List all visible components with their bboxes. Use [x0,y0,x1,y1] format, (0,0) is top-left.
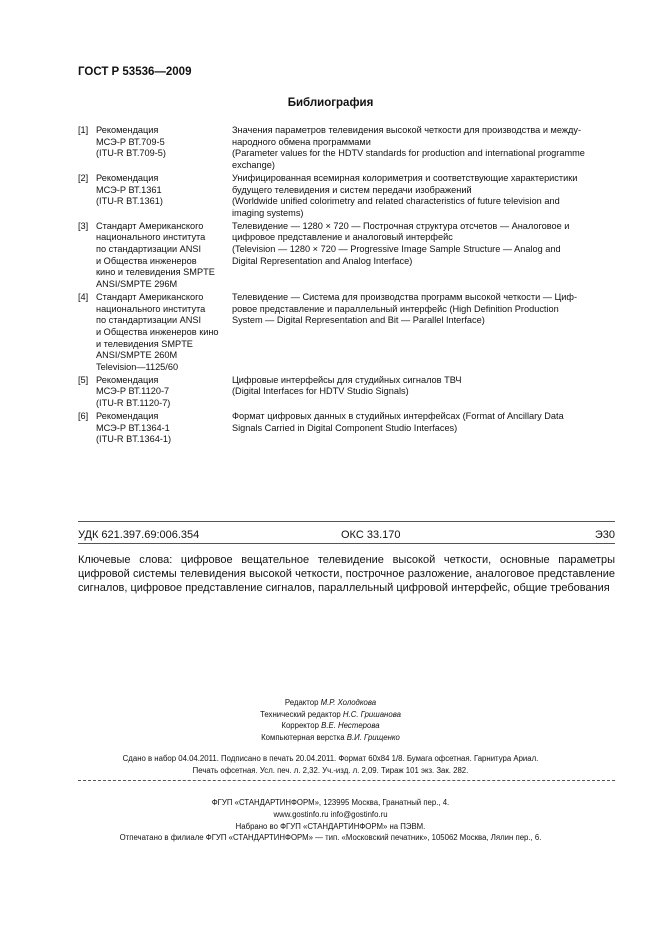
group-code: Э30 [594,529,615,541]
credits-block [0,697,661,743]
entry-description-line: Унифицированная всемирная колориметрия и соответствующие характеристики [232,172,578,183]
entry-number: [5] [78,374,89,385]
entry-source-line: ANSI/SMPTE 260M [96,350,178,361]
credit-role: Корректор [281,721,319,730]
entry-description-line: exchange) [232,160,275,171]
credit-name: Н.С. Гришанова [342,709,401,719]
entry-description-line: Формат цифровых данных в студийных интерфейсах (Format of Ancillary Data [232,410,564,421]
entry-source [96,411,232,446]
keywords: Ключевые слова: цифровое вещательное телевидение высокой четкости, основные параметры цифровой системы телевидения высокой четкости, построчное разложение, аналоговое представление сигналов, цифровое представление сигналов, параллельный цифровой интерфейс, общие требования [78,554,615,594]
entry-source [96,173,232,220]
print-info [0,753,661,777]
entry-source [96,221,232,291]
entry-description-line: народного обмена программами [232,136,371,147]
credit-name: В.И. Грищенко [346,732,400,742]
publisher-info [0,797,661,844]
bibliography-title: Библиография [287,97,374,109]
entry-number: [1] [78,125,89,135]
bibliography-entry [78,292,616,374]
oks-code: ОКС 33.170 [341,529,401,541]
bibliography-list [78,125,616,447]
entry-source-line: (ITU-R BT.709-5) [96,148,166,159]
entry-source-line: Рекомендация [96,125,159,135]
entry-description-line: будущего телевидения и систем передачи изображений [232,184,472,195]
publisher-line: Отпечатано в филиале ФГУП «СТАНДАРТИНФОРМ» — тип. «Московский печатник», 105062 Москва, Лялин пер., 6. [119,833,542,843]
credit-name: М.Р. Холодкова [320,698,377,707]
publisher-line: www.gostinfo.ru info@gostinfo.ru [273,809,388,819]
entry-source-line: МСЭ-Р ВТ.1120-7 [96,386,170,397]
credit-role: Редактор [284,698,319,707]
entry-description-line: Телевидение — 1280 × 720 — Построчная структура отсчетов — Аналоговое и [232,220,570,231]
entry-source-line: (ITU-R BT.1120-7) [96,398,171,409]
entry-number: [2] [78,172,89,183]
entry-description-line: (Television — 1280 × 720 — Progressive Image Sample Structure — Analog and [232,244,561,255]
entry-number: [4] [78,291,89,302]
entry-source-line: по стандартизации ANSI [96,315,202,326]
entry-source-line: Рекомендация [96,172,159,183]
entry-description [232,411,616,446]
udk-code: УДК 621.397.69:006.354 [78,529,200,541]
entry-source [96,375,232,410]
entry-description-line: Значения параметров телевидения высокой четкости для производства и между- [232,125,582,135]
entry-source-line: кино и телевидения SMPTE [96,267,215,278]
credit-line [0,697,661,709]
entry-description-line: ровое представление и параллельный интерфейс (High Definition Production [232,303,559,314]
entry-description-line: Цифровые интерфейсы для студийных сигналов ТВЧ [232,374,462,385]
entry-description-line: (Digital Interfaces for HDTV Studio Signals) [232,386,409,397]
entry-description [232,173,616,220]
entry-source-line: (ITU-R BT.1361) [96,196,163,207]
credit-line [0,732,661,744]
entry-source-line: Television—1125/60 [96,362,179,373]
entry-number: [3] [78,220,89,231]
entry-source-line: и телевидения SMPTE [96,338,193,349]
entry-description [232,221,616,291]
entry-source [96,292,232,374]
entry-source-line: Рекомендация [96,410,159,421]
print-info-line: Печать офсетная. Усл. печ. л. 2,32. Уч.-изд. л. 2,09. Тираж 101 экз. Зак. 282. [192,765,469,775]
credit-line [0,720,661,732]
bibliography-entry [78,173,616,220]
standard-number: ГОСТ Р 53536—2009 [78,66,192,78]
entry-source-line: ANSI/SMPTE 296M [96,279,178,290]
credit-role: Технический редактор [260,709,341,719]
bibliography-entry [78,375,616,410]
classification-row [78,529,615,541]
entry-description [232,292,616,374]
entry-description-line: цифровое представление и аналоговый интерфейс [232,232,453,243]
bibliography-entry [78,221,616,291]
entry-description-line: imaging systems) [232,207,304,218]
entry-source-line: (ITU-R BT.1364-1) [96,434,172,445]
entry-description [232,125,616,172]
entry-description [232,375,616,410]
bibliography-entry [78,125,616,172]
entry-source-line: Стандарт Американского [96,220,204,231]
print-info-line: Сдано в набор 04.04.2011. Подписано в печать 20.04.2011. Формат 60х84 1/8. Бумага офсетная. Гарнитура Ариал. [122,754,539,763]
entry-description-line: Signals Carried in Digital Component Studio Interfaces) [232,422,458,433]
entry-description-line: System — Digital Representation and Bit — Parallel Interface) [232,315,485,326]
entry-description-line: (Parameter values for the HDTV standards for production and international programme [232,148,585,159]
entry-description-line: (Worldwide unified colorimetry and related characteristics of future television and [232,196,560,207]
entry-source-line: и Общества инженеров кино [96,326,219,337]
entry-description-line: Digital Representation and Analog Interface) [232,255,413,266]
publisher-line: ФГУП «СТАНДАРТИНФОРМ», 123995 Москва, Гранатный пер., 4. [211,798,450,807]
entry-source-line: Стандарт Американского [96,291,204,302]
entry-source-line: по стандартизации ANSI [96,244,202,255]
entry-description-line: Телевидение — Система для производства программ высокой четкости — Циф- [232,291,578,302]
dashed-divider [78,780,615,781]
credit-line [0,709,661,721]
entry-source-line: МСЭ-Р ВТ.1364-1 [96,422,170,433]
publisher-line: Набрано во ФГУП «СТАНДАРТИНФОРМ» на ПЭВМ. [235,821,426,831]
entry-source-line: МСЭ-Р ВТ.709-5 [96,136,165,147]
bibliography-entry [78,411,616,446]
entry-source-line: МСЭ-Р ВТ.1361 [96,184,162,195]
entry-source-line: национального института [96,303,206,314]
entry-source-line: Рекомендация [96,374,159,385]
divider [78,543,615,544]
credit-name: В.Е. Нестерова [321,721,380,730]
entry-source-line: и Общества инженеров [96,255,197,266]
entry-source [96,125,232,172]
divider [78,521,615,522]
entry-source-line: национального института [96,232,206,243]
entry-number: [6] [78,410,89,421]
credit-role: Компьютерная верстка [261,732,345,742]
